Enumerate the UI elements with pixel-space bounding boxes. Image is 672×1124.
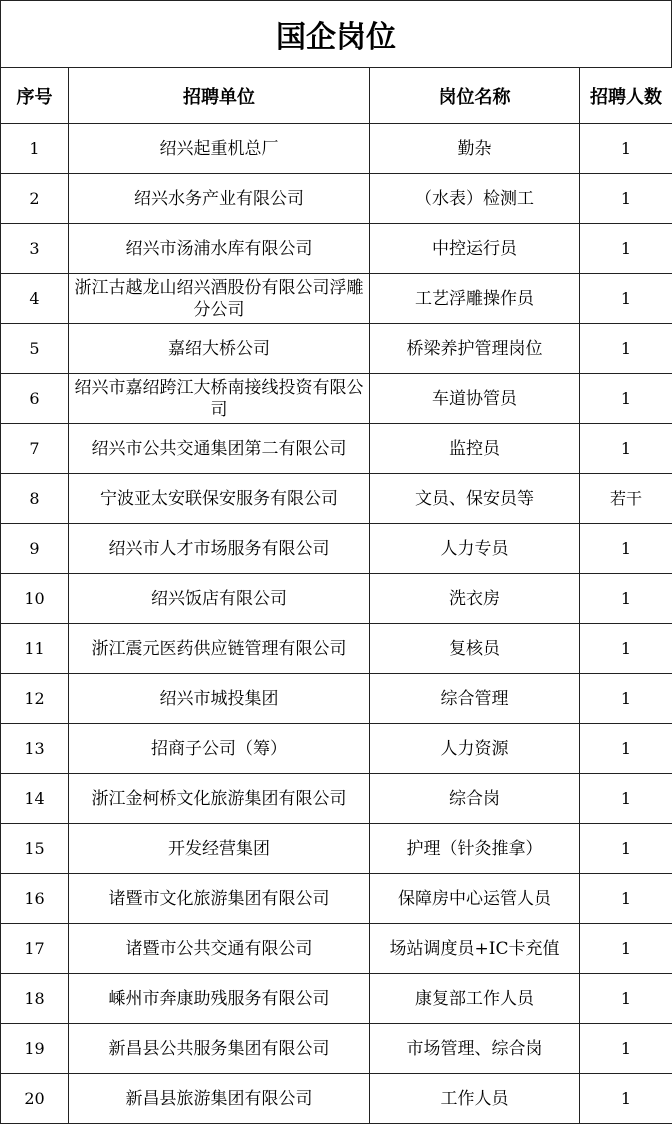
row-count: 1 xyxy=(580,324,672,374)
table-row xyxy=(1,174,672,224)
row-position: 洗衣房 xyxy=(370,574,580,624)
header-index: 序号 xyxy=(1,68,69,124)
row-unit: 开发经营集团 xyxy=(69,824,370,874)
table-row xyxy=(1,674,672,724)
table-row xyxy=(1,924,672,974)
row-count: 1 xyxy=(580,1024,672,1074)
row-index: 13 xyxy=(1,724,69,774)
row-unit: 绍兴水务产业有限公司 xyxy=(69,174,370,224)
table-row xyxy=(1,274,672,324)
header-count: 招聘人数 xyxy=(580,68,672,124)
row-position: 场站调度员+IC卡充值 xyxy=(370,924,580,974)
row-unit: 招商子公司（筹） xyxy=(69,724,370,774)
table-row xyxy=(1,974,672,1024)
row-count: 1 xyxy=(580,674,672,724)
row-unit: 浙江震元医药供应链管理有限公司 xyxy=(69,624,370,674)
row-position: 中控运行员 xyxy=(370,224,580,274)
row-position: 市场管理、综合岗 xyxy=(370,1024,580,1074)
row-count: 1 xyxy=(580,974,672,1024)
row-index: 10 xyxy=(1,574,69,624)
row-count: 1 xyxy=(580,424,672,474)
row-unit: 绍兴市嘉绍跨江大桥南接线投资有限公司 xyxy=(69,374,370,424)
table-row xyxy=(1,624,672,674)
table-row xyxy=(1,874,672,924)
row-unit: 浙江金柯桥文化旅游集团有限公司 xyxy=(69,774,370,824)
row-unit: 绍兴起重机总厂 xyxy=(69,124,370,174)
row-index: 1 xyxy=(1,124,69,174)
row-unit: 新昌县旅游集团有限公司 xyxy=(69,1074,370,1124)
row-count: 1 xyxy=(580,274,672,324)
row-unit: 宁波亚太安联保安服务有限公司 xyxy=(69,474,370,524)
row-position: 综合管理 xyxy=(370,674,580,724)
table-row xyxy=(1,724,672,774)
row-count: 1 xyxy=(580,574,672,624)
table-row xyxy=(1,374,672,424)
header-position: 岗位名称 xyxy=(370,68,580,124)
row-position: 康复部工作人员 xyxy=(370,974,580,1024)
header-unit: 招聘单位 xyxy=(69,68,370,124)
row-position: 监控员 xyxy=(370,424,580,474)
table-row xyxy=(1,1074,672,1124)
table-row xyxy=(1,524,672,574)
table-row xyxy=(1,1024,672,1074)
row-count: 1 xyxy=(580,774,672,824)
table-row xyxy=(1,224,672,274)
row-count: 1 xyxy=(580,824,672,874)
row-position: （水表）检测工 xyxy=(370,174,580,224)
row-count: 1 xyxy=(580,874,672,924)
row-unit: 嘉绍大桥公司 xyxy=(69,324,370,374)
row-position: 车道协管员 xyxy=(370,374,580,424)
row-index: 11 xyxy=(1,624,69,674)
row-position: 文员、保安员等 xyxy=(370,474,580,524)
row-index: 2 xyxy=(1,174,69,224)
table-row xyxy=(1,474,672,524)
row-unit: 新昌县公共服务集团有限公司 xyxy=(69,1024,370,1074)
row-position: 工作人员 xyxy=(370,1074,580,1124)
table-row xyxy=(1,324,672,374)
row-unit: 绍兴市公共交通集团第二有限公司 xyxy=(69,424,370,474)
row-index: 5 xyxy=(1,324,69,374)
row-unit: 诸暨市公共交通有限公司 xyxy=(69,924,370,974)
row-position: 护理（针灸推拿） xyxy=(370,824,580,874)
row-count: 1 xyxy=(580,724,672,774)
row-count: 1 xyxy=(580,224,672,274)
row-count: 1 xyxy=(580,174,672,224)
row-index: 9 xyxy=(1,524,69,574)
row-count: 1 xyxy=(580,124,672,174)
row-unit: 诸暨市文化旅游集团有限公司 xyxy=(69,874,370,924)
row-index: 16 xyxy=(1,874,69,924)
row-index: 15 xyxy=(1,824,69,874)
row-unit: 绍兴市汤浦水库有限公司 xyxy=(69,224,370,274)
row-unit: 绍兴市城投集团 xyxy=(69,674,370,724)
sheet-title: 国企岗位 xyxy=(0,0,672,68)
row-count: 1 xyxy=(580,624,672,674)
row-index: 6 xyxy=(1,374,69,424)
row-position: 桥梁养护管理岗位 xyxy=(370,324,580,374)
row-index: 20 xyxy=(1,1074,69,1124)
table-row xyxy=(1,574,672,624)
row-index: 17 xyxy=(1,924,69,974)
table-row xyxy=(1,124,672,174)
row-unit: 浙江古越龙山绍兴酒股份有限公司浮雕分公司 xyxy=(69,274,370,324)
table-row xyxy=(1,774,672,824)
table-row xyxy=(1,424,672,474)
row-index: 14 xyxy=(1,774,69,824)
row-count: 1 xyxy=(580,924,672,974)
row-index: 3 xyxy=(1,224,69,274)
jobs-table xyxy=(0,67,672,1124)
row-count: 1 xyxy=(580,524,672,574)
header-row xyxy=(1,68,672,124)
row-unit: 绍兴市人才市场服务有限公司 xyxy=(69,524,370,574)
row-position: 保障房中心运管人员 xyxy=(370,874,580,924)
row-index: 8 xyxy=(1,474,69,524)
row-index: 7 xyxy=(1,424,69,474)
row-position: 人力专员 xyxy=(370,524,580,574)
row-index: 19 xyxy=(1,1024,69,1074)
row-position: 工艺浮雕操作员 xyxy=(370,274,580,324)
row-index: 4 xyxy=(1,274,69,324)
row-unit: 嵊州市奔康助残服务有限公司 xyxy=(69,974,370,1024)
row-position: 综合岗 xyxy=(370,774,580,824)
row-count: 若干 xyxy=(580,474,672,524)
row-unit: 绍兴饭店有限公司 xyxy=(69,574,370,624)
row-count: 1 xyxy=(580,374,672,424)
row-position: 人力资源 xyxy=(370,724,580,774)
row-index: 18 xyxy=(1,974,69,1024)
row-position: 勤杂 xyxy=(370,124,580,174)
row-index: 12 xyxy=(1,674,69,724)
row-position: 复核员 xyxy=(370,624,580,674)
row-count: 1 xyxy=(580,1074,672,1124)
table-row xyxy=(1,824,672,874)
